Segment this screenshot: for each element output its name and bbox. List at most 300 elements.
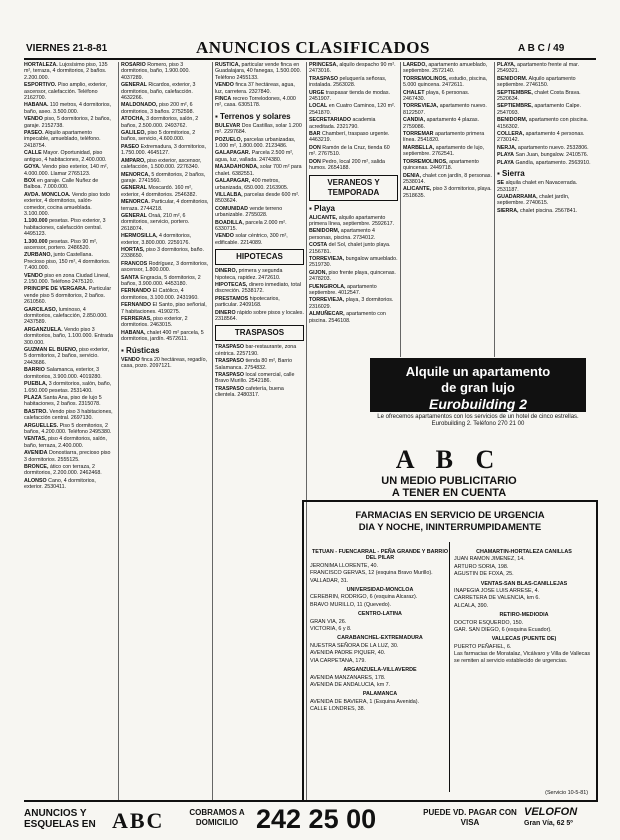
ad-keyword: TRASPASO bbox=[215, 344, 245, 351]
ad-text: pesetas. Piso 90 m², ascensor, portero. 2486520. bbox=[24, 238, 98, 251]
classified-ad bbox=[309, 90, 398, 103]
classified-ad bbox=[403, 62, 492, 75]
ad-keyword: BOADILLA, bbox=[215, 219, 244, 226]
classified-ad bbox=[309, 311, 398, 324]
classified-ad bbox=[24, 82, 113, 101]
classified-ad bbox=[215, 206, 304, 219]
ad-keyword: NERJA, bbox=[497, 144, 517, 151]
classified-ad bbox=[121, 185, 210, 198]
classified-ad bbox=[309, 145, 398, 158]
ad-keyword: PLAZA bbox=[24, 394, 42, 401]
ad-keyword: HIPOTECAS, bbox=[215, 281, 248, 288]
district-heading: PALAMANCA bbox=[362, 691, 398, 698]
ad-keyword: SE bbox=[497, 180, 505, 187]
issue-date: VIERNES 21-8-81 bbox=[26, 43, 108, 54]
ad-text: Ramón de la Cruz, tienda 60 m². 2767510. bbox=[309, 144, 390, 158]
ad-text: apartamento 4 plazas. 2759086. bbox=[403, 117, 479, 130]
ad-text: recreo Torrelodones, 4.000 m², casa. 6305178. bbox=[215, 96, 296, 109]
ad-text: 3 dormitorios, salón, 2 baños, 2.500.000. 2493762. bbox=[121, 116, 199, 129]
classified-ad bbox=[309, 242, 398, 255]
classified-ad bbox=[121, 233, 210, 246]
ad-keyword: HORTALEZA. bbox=[24, 62, 58, 68]
section-heading-box: VERANEOS Y TEMPORADA bbox=[309, 175, 398, 201]
ad-keyword: CALLE bbox=[24, 150, 42, 157]
ad-text: Chamberí, traspaso urgente. 4463219. bbox=[309, 131, 390, 144]
classified-ad bbox=[24, 327, 113, 346]
ad-text: Vendo piso 3 habitaciones, calefacción central. 2697130. bbox=[24, 408, 113, 422]
ad-text: Dos Castillas, solar 1.200 m². 2297684. bbox=[215, 122, 302, 136]
ad-text: Vendo piso todo exterior, 4 dormitorios, salón-comedor, cocina amueblada. 3.100.000. bbox=[24, 191, 110, 217]
pharmacy-address: VIA CARPETANA, 179. bbox=[310, 657, 366, 664]
classified-ad bbox=[215, 344, 304, 357]
ad-text: piso 4 dormitorios, salón, baño, terraza, 2.400.000. bbox=[24, 436, 107, 449]
classified-ad bbox=[121, 199, 210, 212]
ad-keyword: ALONSO bbox=[24, 477, 47, 484]
ad-keyword: ALMUÑECAR, bbox=[309, 311, 345, 318]
ad-keyword: RUSTICA, bbox=[215, 62, 241, 68]
ad-text: Ricardos, exterior, 3 dormitorios, baño, calefacción. 4632266. bbox=[121, 82, 196, 102]
ad-text: Moscardó. 160 m², exterior, 4 dormitorios. 2546382. bbox=[121, 185, 197, 198]
classified-ad bbox=[309, 297, 398, 310]
ad-text: playa, 3 dormitorios. 2316029. bbox=[309, 297, 394, 310]
ad-text: 110 metros, 4 dormitorios, baño, aseo. 3.500.000. bbox=[24, 102, 112, 115]
ad-keyword: VENTAS, bbox=[24, 436, 47, 443]
classified-ad bbox=[24, 436, 113, 449]
ad-keyword: MALDONADO, bbox=[121, 102, 158, 109]
classified-ad bbox=[121, 102, 210, 115]
ad-keyword: GOYA. bbox=[24, 164, 41, 171]
classified-ad bbox=[309, 103, 398, 116]
ad-keyword: ARGUELLES. bbox=[24, 422, 59, 429]
ad-text: en garaje. Calle Nuñez de Balboa. 7.000.000. bbox=[24, 177, 99, 191]
ad-text: Particular, 4 dormitorios, terraza. 2744218. bbox=[121, 199, 209, 212]
classified-ad bbox=[121, 82, 210, 101]
pharmacy-address: NUESTRA SEÑORA DE LA LUZ, 30. bbox=[310, 642, 399, 649]
abc-logo: A B C bbox=[395, 445, 503, 474]
ad-text: El Católico, 4 dormitorios, 3.100.000. 2431960. bbox=[121, 288, 199, 301]
ad-text: rápido sobre pisos y locales. 2318564. bbox=[215, 309, 304, 322]
column-4 bbox=[309, 62, 398, 357]
ad-keyword: BRONCE, bbox=[24, 463, 49, 470]
ad-text: piso exterior, 5 dormitorios, 2 baños, servicio. 2443686. bbox=[24, 347, 109, 366]
classified-ad bbox=[215, 386, 304, 399]
ad-text: piso, 5 dormitorios, 2 baños, garaje. 2152738. bbox=[24, 116, 111, 129]
ad-keyword: PASEO. bbox=[24, 130, 44, 137]
ad-text: Parcela 2.500 m², agua, luz, vallada. 2474380. bbox=[215, 150, 294, 163]
classified-ad bbox=[497, 90, 596, 103]
ad-keyword: ZURBANO, bbox=[24, 252, 52, 259]
pharmacy-address: JERONIMA LLORENTE, 40. bbox=[310, 562, 379, 569]
classified-ad bbox=[24, 178, 113, 191]
classified-ad bbox=[215, 233, 304, 246]
classified-ad bbox=[24, 130, 113, 149]
ad-keyword: HORTAS, bbox=[121, 246, 145, 253]
classified-ad bbox=[121, 275, 210, 288]
ad-keyword: BAR bbox=[309, 131, 321, 138]
ad-keyword: BOX bbox=[24, 177, 36, 184]
ad-text: piso 5 dormitorios, 2 baños, servicio, 4.600.000. bbox=[121, 130, 196, 143]
pharmacy-address: VICTORIA, 6 y 8. bbox=[310, 626, 352, 633]
classified-ad bbox=[497, 145, 596, 151]
column-divider bbox=[118, 62, 119, 800]
pharmacy-address: CARRETERA DE VALENCIA, km 6. bbox=[454, 595, 540, 602]
ad-text: Mayor. Oportunidad, piso antiguo, 4 habitaciones, 2.400.000. bbox=[24, 150, 107, 163]
ad-text: apartamento con piscina. 4156302. bbox=[497, 117, 588, 130]
ad-text: chalet con jardín, 8 personas. 2538014. bbox=[403, 172, 492, 185]
footer-phone: 242 25 00 bbox=[256, 804, 377, 834]
district-heading: CARABANCHEL-EXTREMADURA bbox=[337, 635, 423, 642]
ad-keyword: TORREMOLINOS, bbox=[403, 75, 448, 82]
ad-keyword: GALILEO, bbox=[121, 130, 147, 137]
farmacias-title-2: DIA Y NOCHE, ININTERRUMPIDAMENTE bbox=[358, 522, 542, 533]
eurobuilding-ad bbox=[370, 358, 586, 412]
ad-text: solar 700 m² para chalet. 6382551. bbox=[215, 164, 302, 177]
ad-keyword: GARCILASO, bbox=[24, 306, 58, 313]
ad-text: estudio, piscina, 5.000 quincena. 2472611. bbox=[403, 75, 488, 89]
column-5 bbox=[403, 62, 492, 357]
ad-text: Salamanca, exterior, 3 dormitorios, 3.900.000. 4019280. bbox=[24, 367, 102, 380]
ad-text: parcelas urbanizadas, 1.000 m², 1.800.000. 2123486. bbox=[215, 136, 296, 150]
ad-keyword: BARRIO bbox=[24, 367, 45, 374]
header-rule bbox=[24, 58, 596, 60]
classified-ad bbox=[24, 367, 113, 380]
farmacias-footnote: (Servicio 10-5-81) bbox=[545, 790, 588, 796]
ad-text: Vendo piso exterior, 140 m², 4.000.000. Llamar 2765123. bbox=[24, 164, 109, 177]
ad-keyword: PUEBLA, bbox=[24, 381, 48, 388]
ad-keyword: ROSARIO bbox=[121, 62, 146, 68]
ad-text: parcela 2.000 m². 6330715. bbox=[215, 219, 287, 232]
ad-keyword: LOCAL bbox=[309, 103, 328, 110]
pharmacy-address: JUAN RAMON JIMENEZ, 14. bbox=[454, 556, 525, 563]
ad-keyword: BENIDORM, bbox=[497, 117, 528, 124]
abc-promo-line2: A TENER EN CUENTA bbox=[391, 487, 507, 499]
ad-text: del Sol, chalet junto playa. 2156781. bbox=[309, 242, 391, 255]
classified-ad bbox=[309, 256, 398, 269]
ad-keyword: SANTA bbox=[121, 274, 139, 281]
column-3 bbox=[215, 62, 304, 800]
ad-text: alquila chalet en Navacerrada. 2531187. bbox=[497, 180, 578, 193]
ad-text: Alquilo apartamento septiembre. 2746150. bbox=[497, 75, 576, 89]
ad-keyword: TORREVIEJA, bbox=[403, 103, 439, 110]
classified-ad bbox=[403, 90, 492, 103]
pharmacy-address: GRAN VIA, 26. bbox=[310, 618, 347, 625]
ad-keyword: FINCA bbox=[215, 96, 232, 103]
classified-ad bbox=[309, 76, 398, 89]
ad-text: apartamento 4 personas, piscina. 2734012. bbox=[309, 228, 376, 241]
ad-text: 400 metros, urbanizada, 650.000. 2163905. bbox=[215, 178, 289, 191]
ad-keyword: TORREMAR bbox=[403, 131, 434, 138]
column-divider bbox=[494, 62, 495, 357]
farmacias-divider bbox=[449, 542, 450, 792]
district-heading: ARGANZUELA-VILLAVERDE bbox=[343, 667, 417, 674]
ad-keyword: COLLERA, bbox=[497, 131, 525, 138]
ad-text: local comercial, calle Bravo Murillo. 2542186. bbox=[215, 372, 295, 385]
ad-text: piso 3 dormitorios, baño. 2338650. bbox=[121, 246, 204, 260]
ad-keyword: VENDO bbox=[215, 233, 234, 240]
ad-text: Extremadura, 3 dormitorios, 1.750.000. 4645127. bbox=[121, 143, 206, 157]
ad-keyword: ESPORTIVO. bbox=[24, 82, 57, 89]
classified-ad bbox=[24, 252, 113, 271]
ad-keyword: VENDO bbox=[215, 82, 234, 89]
classified-ad bbox=[215, 137, 304, 150]
classified-ad bbox=[215, 82, 304, 95]
footer-address: Gran Vía, 62 5º bbox=[524, 820, 573, 827]
classified-ad bbox=[121, 261, 210, 274]
ad-text: alquilo despacho 90 m². 2473016. bbox=[309, 62, 396, 75]
ad-text: El Santo, piso señorial, 7 habitaciones. 4190275. bbox=[121, 302, 207, 315]
farmacias-right-column bbox=[454, 546, 594, 665]
district-heading: CENTRO-LATINA bbox=[358, 611, 402, 618]
ad-keyword: DENIA, bbox=[403, 172, 421, 179]
ad-text: chalet jardín, septiembre. 2740615. bbox=[497, 193, 570, 207]
ad-keyword: GENERAL bbox=[121, 185, 147, 192]
footer-velofon: VELOFON bbox=[524, 806, 578, 818]
pharmacy-address: AVENIDA DE ANDALUCIA, km 7. bbox=[310, 681, 391, 688]
ad-keyword: CANDIA, bbox=[403, 117, 426, 124]
classified-ad bbox=[497, 180, 596, 193]
ad-keyword: PRINCIPE DE VERGARA. bbox=[24, 286, 88, 293]
column-2 bbox=[121, 62, 210, 800]
ad-keyword: TRASPASO bbox=[215, 372, 245, 379]
ad-text: Piso 5 dormitorios, 2 baños, 4.200.000. Teléfono 2495380. bbox=[24, 422, 112, 435]
ad-text: parcelas desde 600 m². 8503624. bbox=[215, 191, 300, 205]
pharmacy-address: VALLADAR, 31. bbox=[310, 577, 349, 584]
ad-keyword: AMPARO, bbox=[121, 157, 146, 164]
ad-keyword: TORREVIEJA, bbox=[309, 297, 345, 304]
classified-ad bbox=[121, 116, 210, 129]
ad-text: chalet Costa Brava. 2520634. bbox=[497, 89, 581, 103]
classified-ad bbox=[497, 117, 596, 130]
ad-keyword: GIJON, bbox=[309, 269, 327, 276]
classified-ad bbox=[403, 159, 492, 172]
classified-ad bbox=[121, 316, 210, 329]
ad-text: Gandía, apartamento. 2563910. bbox=[515, 159, 591, 166]
classified-ad bbox=[215, 268, 304, 281]
pharmacy-address: ALCALA, 390. bbox=[454, 602, 489, 609]
ad-keyword: GUZMAN EL BUENO, bbox=[24, 347, 78, 354]
ad-keyword: GALAPAGAR, bbox=[215, 178, 251, 185]
ad-keyword: MAJADAHONDA, bbox=[215, 164, 259, 171]
district-heading: CHAMARTIN-HORTALEZA CANILLAS bbox=[476, 549, 572, 555]
ad-text: Donostiarra, precioso piso 3 dormitorios. 2555125. bbox=[24, 450, 111, 463]
ad-text: apartamento de lujo, septiembre. 2762541. bbox=[403, 144, 484, 158]
ad-keyword: SEPTIEMBRE, bbox=[497, 103, 533, 110]
district-heading: UNIVERSIDAD-MONCLOA bbox=[346, 587, 414, 594]
ad-text: piso en zona Ciudad Lineal, 2.150.000. Teléfono 2475120. bbox=[24, 272, 110, 285]
classified-ad bbox=[121, 62, 210, 81]
ad-keyword: DON bbox=[309, 158, 321, 165]
ad-keyword: AVDA. MONCLOA. bbox=[24, 191, 71, 198]
footer-cobramos: COBRAMOS A DOMICILIO bbox=[189, 808, 245, 827]
ad-text: finca 37 hectáreas, agua, luz, carretera. 2327840. bbox=[215, 82, 295, 95]
classified-ad bbox=[215, 358, 304, 371]
classified-ad bbox=[403, 173, 492, 186]
classified-ad bbox=[497, 194, 596, 207]
eurobuilding-line2: de gran lujo bbox=[441, 380, 515, 395]
ad-keyword: 1.300.000 bbox=[24, 238, 48, 245]
ad-keyword: ALICANTE, bbox=[403, 186, 432, 193]
classified-ad bbox=[121, 357, 210, 370]
pharmacy-address: CALLE LONDRES, 38. bbox=[310, 706, 366, 713]
eurobuilding-line1: Alquile un apartamento bbox=[405, 364, 551, 379]
pharmacy-address: AVENIDA MANZANARES, 178. bbox=[310, 674, 386, 681]
classified-ad bbox=[215, 192, 304, 205]
ad-text: apartamento quincenas. 2449718. bbox=[403, 158, 479, 172]
classified-ad bbox=[497, 62, 596, 75]
ad-keyword: CHALET bbox=[403, 89, 425, 96]
district-heading: VALLECAS (PUENTE DE) bbox=[491, 636, 557, 643]
pharmacy-address: BRAVO MURILLO, 11 (Quevedo). bbox=[310, 601, 391, 608]
eurobuilding-subtext: Le ofrecemos apartamentos con los servicios de un hotel de cinco estrellas. Eurobuilding 2. Teléfono 270 21 00 bbox=[377, 414, 579, 427]
ad-keyword: COSTA bbox=[309, 242, 328, 249]
ad-keyword: ATOCHA, bbox=[121, 116, 145, 123]
ad-text: bungalow amueblado. 2519730. bbox=[309, 255, 398, 269]
classified-ad bbox=[24, 478, 113, 491]
classified-ad bbox=[121, 130, 210, 143]
ad-keyword: LAREDO, bbox=[403, 62, 427, 68]
ad-text: chalet piscina. 2567841. bbox=[519, 207, 578, 214]
ad-text: solar céntrico, 300 m², edificable. 2214089. bbox=[215, 233, 288, 246]
ad-text: playa, 6 personas. 2467430. bbox=[403, 89, 470, 103]
ad-text: ático con terraza, 2 dormitorios, 2.200.000. 2462468. bbox=[24, 463, 102, 477]
footer-abc-logo: ABC bbox=[112, 808, 165, 833]
ad-text: apartamento Calpe. 2547093. bbox=[497, 103, 581, 116]
footer-anuncios: ANUNCIOS Y ESQUELAS EN bbox=[24, 808, 96, 830]
classified-ad bbox=[215, 123, 304, 136]
ad-keyword: GENERAL bbox=[121, 82, 147, 89]
ad-text: luminoso, 4 dormitorios, calefacción, 2.850.000. 2437589. bbox=[24, 306, 108, 326]
classified-ad bbox=[309, 62, 398, 75]
ad-text: Particular vende piso 5 dormitorios, 2 baños. 2610560. bbox=[24, 286, 112, 306]
ad-keyword: HABANA, bbox=[121, 329, 146, 336]
ad-text: Rodríguez, 3 dormitorios, ascensor, 1.800.000. bbox=[121, 260, 209, 274]
classified-ad bbox=[215, 220, 304, 233]
ad-text: apartamento 4 personas. 2730142. bbox=[497, 131, 585, 144]
ad-keyword: FERNANDO bbox=[121, 302, 152, 309]
section-subheading: ▪ Rústicas bbox=[121, 345, 160, 355]
footer-visa: PUEDE VD. PAGAR CON VISA bbox=[423, 808, 517, 827]
page-number: A B C / 49 bbox=[518, 43, 565, 54]
classified-ad bbox=[497, 152, 596, 158]
classified-ad bbox=[121, 172, 210, 185]
classified-ad bbox=[215, 62, 304, 81]
ad-keyword: SEPTIEMBRE, bbox=[497, 89, 533, 96]
classified-ad bbox=[24, 239, 113, 252]
classified-ad bbox=[215, 296, 304, 309]
ad-text: Piso amplio, exterior, ascensor, calefacción. Teléfono 2162700. bbox=[24, 82, 108, 102]
ad-keyword: BULEVAR bbox=[215, 122, 241, 129]
ad-text: piso exterior, ascensor, calefacción, 1.500.000. 2276340. bbox=[121, 157, 202, 171]
ad-text: apartamento con piscina. 2546108. bbox=[309, 311, 386, 324]
classified-ad bbox=[215, 372, 304, 385]
ad-keyword: BENIDORM. bbox=[497, 75, 528, 82]
page-footer bbox=[24, 800, 596, 840]
pharmacy-address: GAR. SAN DIEGO, 6 (esquina Ecuador). bbox=[454, 627, 552, 634]
ad-keyword: TRASPASO bbox=[215, 385, 245, 392]
ad-text: apartamento nuevo. 2532806. bbox=[517, 144, 589, 151]
classified-ad bbox=[24, 116, 113, 129]
classified-ad bbox=[215, 310, 304, 323]
classified-ad bbox=[403, 76, 492, 89]
classified-ad bbox=[309, 131, 398, 144]
ad-keyword: TRASPASO bbox=[215, 358, 245, 365]
ad-keyword: BENIDORM, bbox=[309, 228, 340, 235]
ad-text: Lujosísimo piso, 135 m², terraza, 4 dormitorios, 2 baños. 2.200.000. bbox=[24, 62, 108, 81]
classified-ad bbox=[497, 103, 596, 116]
classified-ad bbox=[121, 247, 210, 260]
ad-keyword: PLAYA bbox=[497, 159, 514, 166]
classified-ad bbox=[497, 131, 596, 144]
ad-text: piso frente playa, quincenas. 2478203. bbox=[309, 269, 396, 283]
ad-keyword: VENDO bbox=[24, 116, 43, 123]
classified-ad bbox=[24, 395, 113, 408]
ad-text: academia acreditada. 2321790. bbox=[309, 117, 376, 130]
classified-ad bbox=[24, 218, 113, 237]
pharmacy-address: AVENIDA PADRE PIQUER, 40. bbox=[310, 650, 386, 657]
ad-keyword: PASEO bbox=[121, 143, 140, 150]
ad-text: Cano, 4 dormitorios, exterior. 2530411. bbox=[24, 477, 96, 491]
ad-text: cafetería, buena clientela. 2480317. bbox=[215, 385, 284, 399]
ad-keyword: HABANA. bbox=[24, 102, 49, 109]
ad-text: chalet 400 m² parcela, 5 dormitorios, jardín. 4572611. bbox=[121, 329, 204, 343]
classified-ad bbox=[309, 270, 398, 283]
ad-keyword: SECRETARIADO bbox=[309, 117, 351, 124]
district-heading: VENTAS-SAN BLAS-CANILLEJAS bbox=[480, 580, 568, 587]
ad-text: en Cuatro Caminos, 120 m². 2541870. bbox=[309, 103, 396, 116]
section-subheading: ▪ Terrenos y solares bbox=[215, 111, 291, 121]
classified-ad bbox=[403, 103, 492, 116]
classified-ad bbox=[121, 213, 210, 232]
ad-keyword: PRESTAMOS bbox=[215, 295, 249, 302]
ad-text: apartamento septiembre. 4012547. bbox=[309, 283, 377, 296]
ad-keyword: PRINCESA, bbox=[309, 62, 338, 68]
pharmacy-address: AGUSTIN DE FOXA, 25. bbox=[454, 571, 514, 578]
ad-text: peluquería señoras, instalada. 2563028. bbox=[309, 75, 387, 89]
classified-ad bbox=[24, 423, 113, 436]
ad-text: Engracia, 5 dormitorios, 2 baños, 3.900.000. 4453180. bbox=[121, 274, 201, 287]
district-heading: RETIRO-MEDIODIA bbox=[499, 612, 549, 619]
classified-ad bbox=[497, 160, 596, 166]
ad-text: primera y segunda hipoteca, rapidez. 2472610. bbox=[215, 268, 283, 281]
classified-ad bbox=[24, 409, 113, 422]
ad-keyword: HERMOSILLA, bbox=[121, 233, 158, 240]
farmacias-box bbox=[302, 500, 598, 802]
pharmacy-address: DOCTOR ESQUERDO, 150. bbox=[454, 619, 524, 626]
ad-text: Oraá, 210 m², 6 dormitorios, servicio, portero. 2618074. bbox=[121, 212, 190, 232]
classified-ad bbox=[24, 307, 113, 326]
classified-ad bbox=[403, 186, 492, 199]
ad-text: Santa Ana, piso de lujo 5 habitaciones, 2 baños. 2315078. bbox=[24, 394, 102, 408]
ad-text: junto Castellana. Precioso piso, 150 m², 4 dormitorios. 7.400.000. bbox=[24, 252, 111, 272]
classified-ad bbox=[215, 164, 304, 177]
ad-keyword: FERNANDO bbox=[121, 288, 152, 295]
ad-keyword: GENERAL bbox=[121, 212, 147, 219]
classified-ad bbox=[24, 192, 113, 218]
abc-promo bbox=[302, 445, 596, 499]
ad-keyword: DINERO bbox=[215, 309, 236, 316]
classified-ad bbox=[24, 62, 113, 81]
ad-text: alquilo apartamento primera línea, septiembre. 2592617. bbox=[309, 214, 395, 227]
farmacias-left-column bbox=[310, 546, 450, 714]
classified-ad bbox=[121, 302, 210, 315]
section-subheading: ▪ Sierra bbox=[497, 169, 525, 179]
column-6 bbox=[497, 62, 596, 357]
eurobuilding-line3: Eurobuilding 2 bbox=[429, 396, 527, 412]
ad-text: piso 3 dormitorios, playa. 2518635. bbox=[403, 186, 492, 199]
ad-text: bar-restaurante, zona céntrica. 2257190. bbox=[215, 344, 297, 357]
column-divider bbox=[400, 62, 401, 357]
ad-keyword: PLAYA, bbox=[497, 62, 516, 68]
